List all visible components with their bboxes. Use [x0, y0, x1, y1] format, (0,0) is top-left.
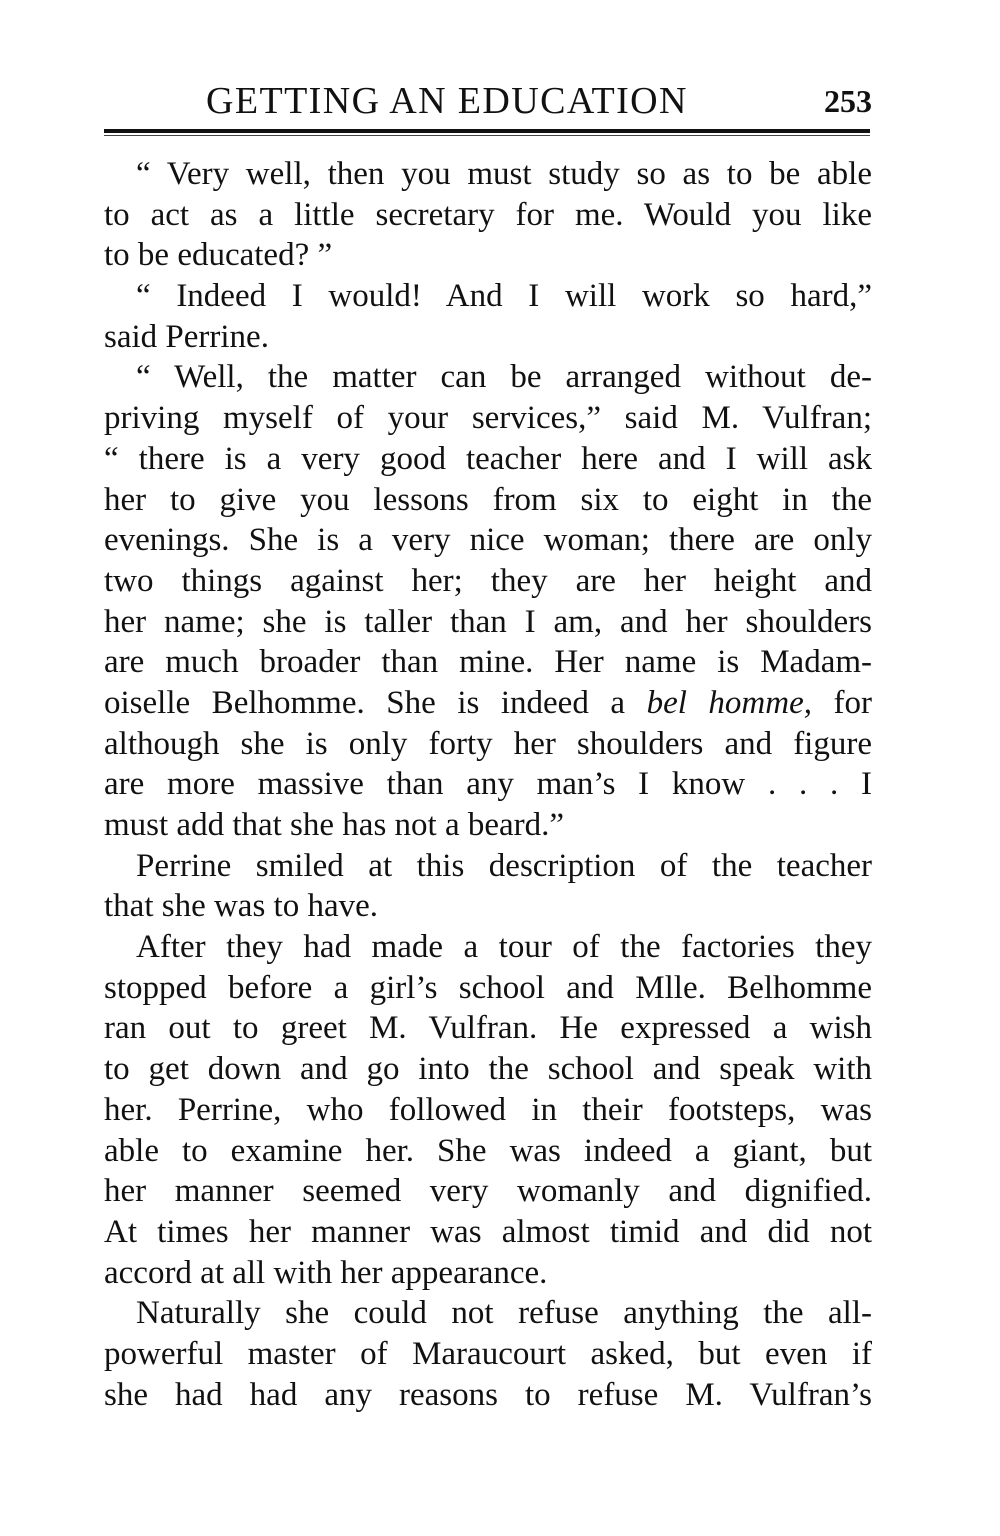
- paragraph: [104, 154, 872, 276]
- text-line: “ Well, the matter can be arranged without de-: [136, 359, 872, 396]
- text-line: her to give you lessons from six to eight in the: [104, 481, 872, 518]
- text-line: her name; she is taller than I am, and her shoulders: [104, 603, 872, 640]
- paragraph: [104, 357, 872, 845]
- text-line: Perrine smiled at this description of the teacher: [136, 847, 872, 884]
- text-line: that she was to have.: [104, 888, 379, 925]
- text-line: ran out to greet M. Vulfran. He expressed a wish: [104, 1010, 872, 1047]
- text-line: to be educated? ”: [104, 237, 333, 274]
- text-line: “ Very well, then you must study so as to be able: [136, 156, 872, 192]
- running-head: [104, 78, 872, 126]
- italic-phrase: bel homme,: [646, 684, 812, 721]
- paragraph: [104, 276, 872, 357]
- text-line: to get down and go into the school and speak with: [104, 1051, 872, 1088]
- text-line: “ Indeed I would! And I will work so hard,”: [136, 278, 872, 315]
- text-line-with-italic: [104, 683, 872, 724]
- text-line: Naturally she could not refuse anything the all-: [136, 1295, 872, 1332]
- text-line: powerful master of Maraucourt asked, but even if: [104, 1335, 872, 1372]
- text-line: are much broader than mine. Her name is Madam-: [104, 644, 872, 681]
- text-line: her. Perrine, who followed in their footsteps, was: [104, 1091, 872, 1128]
- text-line: although she is only forty her shoulders and figure: [104, 725, 872, 762]
- text-line: she had had any reasons to refuse M. Vulfran’s: [104, 1376, 872, 1413]
- text-line: must add that she has not a beard.”: [104, 807, 565, 843]
- text-line: stopped before a girl’s school and Mlle. Belhomme: [104, 969, 872, 1006]
- text-line: accord at all with her appearance.: [104, 1254, 548, 1291]
- text-line: priving myself of your services,” said M. Vulfran;: [104, 400, 872, 437]
- text-line: evenings. She is a very nice woman; there are only: [104, 522, 872, 559]
- text-segment: oiselle Belhomme. She is indeed a: [104, 684, 626, 721]
- body-text: [104, 154, 872, 1415]
- header-rule-thin: [104, 135, 870, 136]
- page-number: 253: [824, 83, 872, 119]
- chapter-title: GETTING AN EDUCATION: [206, 80, 688, 122]
- text-line: to act as a little secretary for me. Would you like: [104, 196, 872, 233]
- text-segment: for: [833, 684, 872, 721]
- text-line: “ there is a very good teacher here and I will ask: [104, 440, 872, 477]
- paragraph: [104, 846, 872, 927]
- text-line: two things against her; they are her height and: [104, 562, 872, 599]
- paragraph: [104, 927, 872, 1293]
- text-line: her manner seemed very womanly and dignified.: [104, 1173, 872, 1210]
- header-rule: [104, 129, 870, 133]
- text-line: said Perrine.: [104, 318, 269, 355]
- text-line: At times her manner was almost timid and did not: [104, 1213, 872, 1250]
- text-line: able to examine her. She was indeed a giant, but: [104, 1132, 872, 1169]
- paragraph: [104, 1293, 872, 1415]
- text-line: After they had made a tour of the factories they: [136, 929, 872, 966]
- text-line: are more massive than any man’s I know . . . I: [104, 766, 872, 803]
